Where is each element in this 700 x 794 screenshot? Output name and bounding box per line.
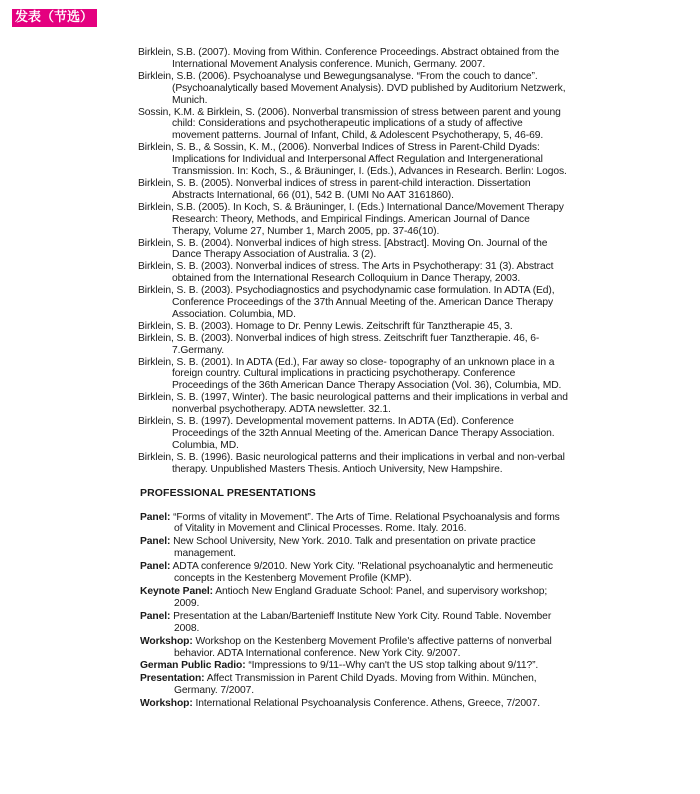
publication-entry: Birklein, S. B. (1997, Winter). The basic neurological patterns and their implications in verbal and nonverbal psychotherapy. ADTA newsletter. 32.1. <box>138 392 568 416</box>
publication-entry: Birklein, S. B. (2005). Nonverbal indices of stress in parent-child interaction. Dissertation Abstracts International, 66 (01), 542 B. (UMI No AAT 3161860). <box>138 177 531 201</box>
presentation-type: Panel: <box>140 610 171 622</box>
presentation-text: Presentation at the Laban/Bartenieff Institute New York City. Round Table. November 2008. <box>173 610 552 634</box>
publication-entry: Birklein, S. B. (1996). Basic neurological patterns and their implications in verbal and non-verbal therapy. Unpublished Masters Thesis. Antioch University, New Hampshire. <box>138 451 565 475</box>
section-tag: 发表（节选） <box>12 9 97 27</box>
publication-entry: Birklein, S.B. (2005). In Koch, S. & Bräuninger, I. (Eds.) International Dance/Movement Therapy Research: Theory, Methods, and Empirical Findings. American Journal of Dance Therapy, Volume 27, Number 1, March 2005, pp. 37-46(10). <box>138 201 564 237</box>
presentation-text: Antioch New England Graduate School: Panel, and supervisory workshop; 2009. <box>174 585 548 609</box>
presentation-text: International Relational Psychoanalysis Conference. Athens, Greece, 7/2007. <box>195 698 540 710</box>
presentation-text: “Impressions to 9/11--Why can't the US stop talking about 9/11?”. <box>248 660 539 672</box>
document-body <box>138 47 568 711</box>
presentation-type: German Public Radio: <box>140 660 246 672</box>
presentation-entry <box>138 660 568 672</box>
presentation-type: Workshop: <box>140 698 193 710</box>
publication-entry: Birklein, S. B. (2003). Nonverbal indices of stress. The Arts in Psychotherapy: 31 (3). Abstract obtained from the International Research Colloquium in Dance Therapy, 2003. <box>138 261 554 285</box>
presentation-type: Panel: <box>140 511 171 523</box>
presentation-type: Presentation: <box>140 673 205 685</box>
publication-entry: Birklein, S. B. (1997). Developmental movement patterns. In ADTA (Ed). Conference Proceedings of the 32th Annual Meeting of the. American Dance Therapy Association. Columbia, MD. <box>138 416 555 451</box>
publication-entry: Birklein, S. B. (2003). Homage to Dr. Penny Lewis. Zeitschrift für Tanztherapie 45, 3. <box>138 320 513 332</box>
presentation-text: New School University, New York. 2010. Talk and presentation on private practice management. <box>173 536 536 560</box>
presentation-type: Panel: <box>140 561 171 573</box>
publication-entry: Birklein, S.B. (2007). Moving from Within. Conference Proceedings. Abstract obtained from the International Movement Analysis conference. Munich, Germany. 2007. <box>138 47 560 70</box>
presentation-entry <box>138 698 568 710</box>
presentation-entry <box>138 536 568 560</box>
publication-entry: Birklein, S.B. (2006). Psychoanalyse und Bewegungsanalyse. “From the couch to dance”. (Psychoanalytically based Movement Analysis). DVD published by Auditorium Netzwerk, Munich. <box>138 70 566 106</box>
presentation-entry <box>138 611 568 635</box>
publication-entry: Birklein, S. B., & Sossin, K. M., (2006). Nonverbal Indices of Stress in Parent-Child Dyads: Implications for Individual and Interpersonal Affect Regulation and Intergenerational Transmission. In: Koch, S., & Bräuninger, I. (Eds.), Advances in Research. Berlin: Logos. <box>138 142 567 178</box>
section-heading: PROFESSIONAL PRESENTATIONS <box>140 486 316 499</box>
presentation-text: Workshop on the Kestenberg Movement Profile's affective patterns of nonverbal behavior. ADTA International conference. New York City. 9/2007. <box>174 635 552 659</box>
presentation-type: Keynote Panel: <box>140 585 213 597</box>
publication-entry: Birklein, S. B. (2003). Nonverbal indices of high stress. Zeitschrift fuer Tanztherapie. 46, 6-7.Germany. <box>138 332 540 356</box>
presentation-entry <box>138 673 568 697</box>
presentation-text: “Forms of vitality in Movement”. The Arts of Time. Relational Psychoanalysis and forms of Vitality in Movement and Clinical Processes. Rome. Italy. 2016. <box>173 511 560 535</box>
presentation-entry <box>138 561 568 585</box>
presentation-entry <box>138 586 568 610</box>
presentation-type: Workshop: <box>140 635 193 647</box>
presentation-text: Affect Transmission in Parent Child Dyads. Moving from Within. München, Germany. 7/2007. <box>174 673 537 697</box>
publication-entry: Birklein, S. B. (2004). Nonverbal indices of high stress. [Abstract]. Moving On. Journal of the Dance Therapy Association of Australia. 3 (2). <box>138 237 548 261</box>
publication-entry: Sossin, K.M. & Birklein, S. (2006). Nonverbal transmission of stress between parent and young child: Considerations and psychotherapeutic implications of a study of affective movement patterns. Journal of Infant, Child, & Adolescent Psychotherapy, 5, 46-69. <box>138 106 561 142</box>
publication-entry: Birklein, S. B. (2001). In ADTA (Ed.), Far away so close- topography of an unknown place in a foreign country. Cultural implications in practicing psychotherapy. Conference Proceedings of the 36th American Dance Therapy Association (Vol. 36), Columbia, MD. <box>138 356 562 392</box>
presentation-entry <box>138 636 568 660</box>
presentation-entry <box>138 512 568 536</box>
presentation-type: Panel: <box>140 536 171 548</box>
publication-entry: Birklein, S. B. (2003). Psychodiagnostics and psychodynamic case formulation. In ADTA (Ed), Conference Proceedings of the 37th Annual Meeting of the. American Dance Therapy Association. Columbia, MD. <box>138 285 555 320</box>
presentation-text: ADTA conference 9/2010. New York City. "Relational psychoanalytic and hermeneutic concepts in the Kestenberg Movement Profile (KMP). <box>172 561 553 585</box>
